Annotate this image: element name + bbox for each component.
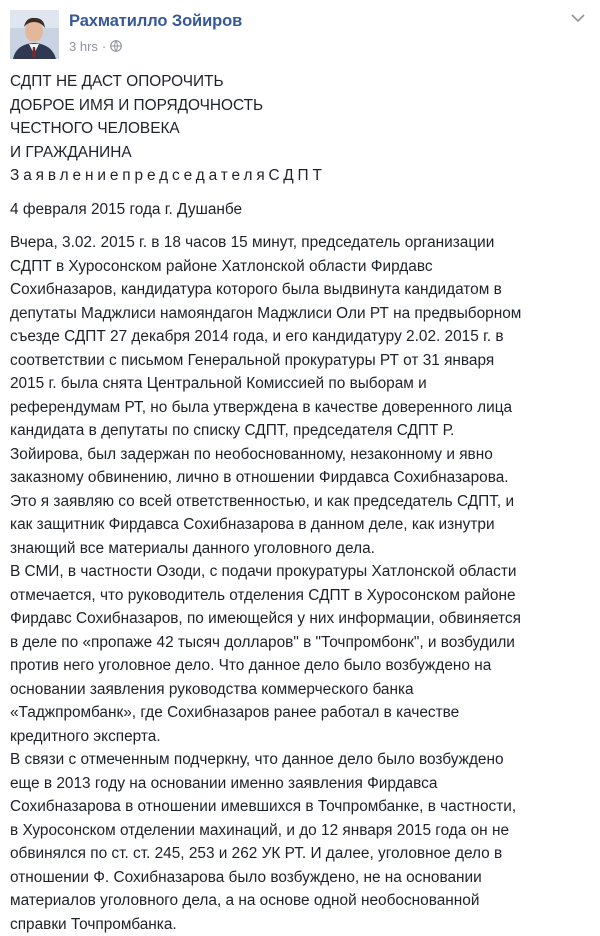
post-subtitle: ЗаявлениепредседателяСДПТ bbox=[10, 167, 326, 184]
paragraph-line: Это я заявляю со всей ответственностью, и как председатель СДПТ, и bbox=[10, 492, 515, 510]
paragraph-line: отношении Ф. Сохибназарова было возбуждено, не на основании bbox=[10, 868, 482, 886]
paragraph-line: основании заявления руководства коммерческого банка bbox=[10, 680, 414, 698]
paragraph-line: В связи с отмеченным подчеркну, что данное дело было возбуждено bbox=[10, 751, 504, 768]
paragraph-line: знающий все материалы данного уголовного дела. bbox=[10, 539, 375, 557]
paragraph-line: СДПТ в Хуросонском районе Хатлонской области Фирдавс bbox=[10, 257, 433, 275]
title-line: ЧЕСТНОГО ЧЕЛОВЕКА bbox=[10, 120, 180, 137]
title-line: ДОБРОЕ ИМЯ И ПОРЯДОЧНОСТЬ bbox=[10, 96, 264, 114]
paragraph-line: в деле по «пропаже 42 тысяч долларов" в "Точпромбонк", и возбудили bbox=[10, 633, 515, 651]
paragraph-line: обвинялся по ст. ст. 245, 253 и 262 УК РТ. И далее, уголовное дело в bbox=[10, 845, 503, 862]
title-line: СДПТ НЕ ДАСТ ОПОРОЧИТЬ bbox=[10, 73, 224, 90]
post-header bbox=[0, 0, 600, 68]
paragraph-line: как защитник Фирдавса Сохибназарова в данном деле, как изнутри bbox=[10, 516, 495, 533]
chevron-down-icon[interactable] bbox=[570, 12, 586, 24]
paragraph-line: отмечается, что руководитель отделения СДПТ в Хуросонском районе bbox=[10, 586, 516, 604]
paragraph-line: справки Точпромбанка. bbox=[10, 915, 177, 933]
author-name[interactable]: Рахматилло Зойиров bbox=[69, 12, 243, 30]
paragraph-line: Зойирова, был задержан по необоснованному, незаконному и явно bbox=[10, 445, 493, 463]
paragraph-line: 2015 г. была снята Центральной Комиссией по выборам и bbox=[10, 375, 427, 392]
paragraph-line: Фирдавс Сохибназаров, по имеющейся у них информации, обвиняется bbox=[10, 610, 521, 627]
globe-icon[interactable] bbox=[110, 40, 122, 52]
paragraph-line: Сохибназарова в отношении имевшихся в Точпромбанке, в частности, bbox=[10, 798, 517, 815]
paragraph-line: кандидата в депутаты по списку СДПТ, председателя СДПТ Р. bbox=[10, 422, 455, 439]
paragraph-line: еще в 2013 году на основании именно заявления Фирдавса bbox=[10, 774, 438, 792]
post-body bbox=[10, 70, 594, 936]
paragraph-line: Сохибназаров, кандидатура которого была выдвинута кандидатом в bbox=[10, 281, 502, 298]
title-line: И ГРАЖДАНИНА bbox=[10, 143, 132, 161]
paragraph-line: в Хуросонском отделении махинаций, и до 12 января 2015 года он не bbox=[10, 821, 510, 839]
paragraph-line: В СМИ, в частности Озоди, с подачи прокуратуры Хатлонской области bbox=[10, 563, 517, 580]
paragraph-line: против него уголовное дело. Что данное дело было возбуждено на bbox=[10, 657, 492, 674]
post-timestamp[interactable]: 3 hrs bbox=[69, 38, 98, 54]
post-meta bbox=[69, 38, 122, 54]
paragraph-line: «Таджпромбанк», где Сохибназаров ранее работал в качестве bbox=[10, 704, 460, 721]
meta-separator: · bbox=[101, 38, 107, 54]
paragraph-line: заказному обвинению, лично в отношении Фирдавса Сохибназарова. bbox=[10, 469, 509, 486]
post-paragraph bbox=[10, 231, 594, 936]
paragraph-line: материалов уголовного дела, а на основе одной необоснованной bbox=[10, 892, 480, 909]
profile-photo-icon bbox=[10, 10, 59, 59]
post-date: 4 февраля 2015 года г. Душанбе bbox=[10, 200, 243, 218]
paragraph-line: Вчера, 3.02. 2015 г. в 18 часов 15 минут, председатель организации bbox=[10, 234, 495, 251]
paragraph-line: референдумам РТ, но была утверждена в качестве доверенного лица bbox=[10, 398, 513, 416]
paragraph-line: кредитного эксперта. bbox=[10, 727, 161, 745]
avatar[interactable] bbox=[10, 10, 59, 59]
paragraph-line: съезде СДПТ 27 декабря 2014 года, и его кандидатуру 2.02. 2015 г. в bbox=[10, 328, 504, 345]
paragraph-line: депутаты Маджлиси намояндагон Маджлиси Оли РТ на предвыборном bbox=[10, 304, 522, 322]
post-title bbox=[10, 70, 594, 164]
paragraph-line: соответствии с письмом Генеральной прокуратуры РТ от 31 января bbox=[10, 351, 495, 369]
